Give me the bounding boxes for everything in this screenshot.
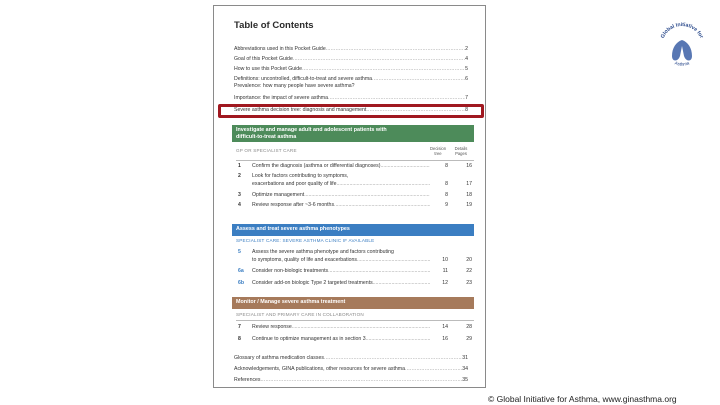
toc-step-row: 5 Assess the severe asthma phenotype and factors contributing xyxy=(238,249,394,255)
toc-entry: Prevalence: how many people have severe asthma? xyxy=(234,83,355,89)
toc-entry: Importance: the impact of severe asthma ..... 7 xyxy=(234,95,468,101)
toc-step-row: 6a Consider non-biologic treatments ..... 11 22 xyxy=(238,268,472,274)
toc-entry: Abbreviations used in this Pocket Guide ..... 2 xyxy=(234,46,468,52)
decision-tree-highlight-box xyxy=(218,104,484,118)
logo-text-bottom: Asthma xyxy=(674,60,690,67)
section-header-assess: Assess and treat severe asthma phenotypes xyxy=(232,224,474,236)
section-header-investigate: Investigate and manage adult and adolescent patients with difficult-to-treat asthma xyxy=(232,125,474,142)
section-subheading: GP OR SPECIALIST CARE xyxy=(236,148,297,153)
toc-entry-decision-tree: Severe asthma decision tree: diagnosis and management ..... 8 xyxy=(234,107,468,113)
toc-step-row: 2 Look for factors contributing to symptoms, xyxy=(238,173,349,179)
toc-step-row: 3 Optimize management ..... 8 18 xyxy=(238,192,472,198)
toc-step-row: 1 Confirm the diagnosis (asthma or differential diagnoses) ..... 8 16 xyxy=(238,163,472,169)
svg-text:Asthma xyxy=(674,60,690,67)
section-header-monitor: Monitor / Manage severe asthma treatment xyxy=(232,297,474,309)
toc-entry: Acknowledgements, GINA publications, other resources for severe asthma ..... 34 xyxy=(234,366,468,372)
toc-entry: Definitions: uncontrolled, difficult-to-treat and severe asthma ..... 6 xyxy=(234,76,468,82)
toc-step-row: 4 Review response after ~3-6 months ..... 9 19 xyxy=(238,202,472,208)
copyright-credit: © Global Initiative for Asthma, www.ginasthma.org xyxy=(488,394,677,404)
toc-step-row: 6b Consider add-on biologic Type 2 targeted treatments ..... 12 23 xyxy=(238,280,472,286)
svg-text:Global Initiative for xyxy=(660,22,704,39)
toc-entry: References ..... 35 xyxy=(234,377,468,383)
divider xyxy=(236,320,474,321)
toc-entry: Glossary of asthma medication classes ..... 31 xyxy=(234,355,468,361)
toc-step-row: exacerbations and poor quality of life ..... 8 17 xyxy=(238,181,472,187)
column-header-details: Details Pages xyxy=(454,146,468,156)
logo-text-top: Global Initiative for xyxy=(659,21,705,40)
toc-entry: How to use this Pocket Guide ..... 5 xyxy=(234,66,468,72)
section-subheading: SPECIALIST CARE: SEVERE ASTHMA CLINIC IF AVAILABLE xyxy=(236,238,375,243)
gina-logo-icon xyxy=(654,16,710,72)
section-subheading: SPECIALIST AND PRIMARY CARE IN COLLABORATION xyxy=(236,312,364,317)
toc-title: Table of Contents xyxy=(234,20,314,31)
column-header-decision-tree: Decision tree xyxy=(429,146,447,156)
toc-step-row: 8 Continue to optimize management as in section 3 ..... 16 29 xyxy=(238,336,472,342)
divider xyxy=(236,160,474,161)
toc-step-row: 7 Review response ..... 14 28 xyxy=(238,324,472,330)
toc-entry: Goal of this Pocket Guide ..... 4 xyxy=(234,56,468,62)
pocket-guide-page xyxy=(213,5,486,388)
toc-step-row: to symptoms, quality of life and exacerbations ..... 10 20 xyxy=(238,257,472,263)
